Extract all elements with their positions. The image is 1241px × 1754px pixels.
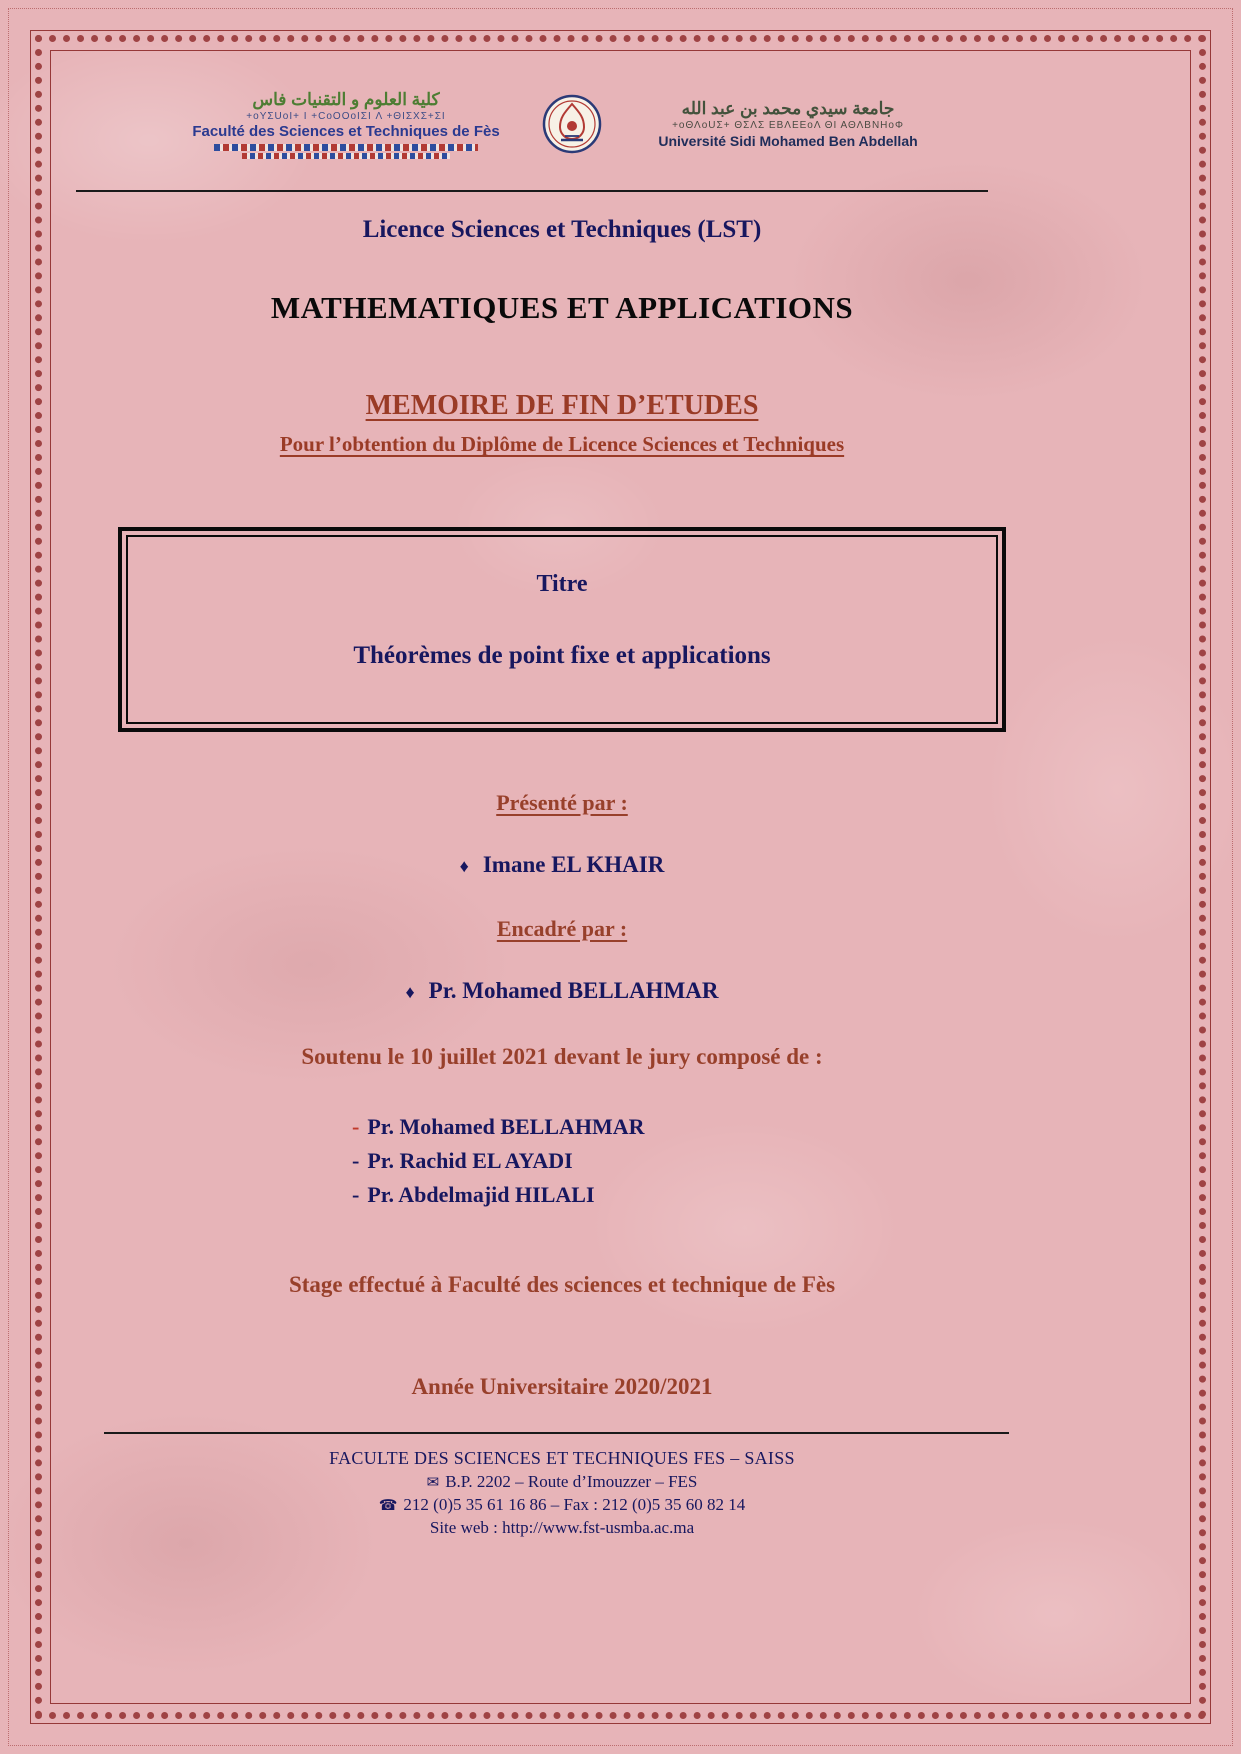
footer (62, 1448, 1062, 1538)
header-divider (76, 190, 988, 192)
faculty-french-name: Faculté des Sciences et Techniques de Fès (192, 122, 500, 140)
university-emblem-icon (540, 74, 604, 174)
footer-divider (104, 1432, 1009, 1434)
jury-member-name: Pr. Mohamed BELLAHMAR (367, 1114, 645, 1139)
header (62, 72, 1062, 176)
department-title: MATHEMATIQUES ET APPLICATIONS (270, 290, 854, 325)
faculty-logo-ornament-strip-2 (242, 153, 450, 159)
jury-member (352, 1110, 772, 1144)
jury-dash: - (352, 1182, 360, 1208)
supervisor-name: Pr. Mohamed BELLAHMAR (428, 978, 719, 1003)
faculty-arabic-name: كلية العلوم و التقنيات فاس (252, 89, 440, 109)
footer-address-row (62, 1472, 1062, 1492)
title-box-label: Titre (536, 571, 588, 597)
footer-website-label: Site web : (429, 1518, 503, 1538)
memoir-title: MEMOIRE DE FIN D’ETUDES (365, 390, 759, 421)
content-area (62, 0, 1062, 1538)
thesis-title: Théorèmes de point fixe et applications (353, 642, 771, 669)
defense-intro: Soutenu le 10 juillet 2021 devant le jury composé de : (301, 1044, 823, 1069)
supervised-by-heading: Encadré par : (496, 916, 628, 941)
jury-member-name: Pr. Abdelmajid HILALI (367, 1182, 595, 1208)
university-tifinagh-name: +oΘΛoUΣ+ ΘΣΛΣ ΕΒΛΕΕoΛ ΘΙ ΑΘΛΒΝΗoΦ (672, 120, 904, 131)
footer-website-link[interactable]: http://www.fst-usmba.ac.ma (502, 1518, 695, 1538)
supervisor-name-row (62, 978, 1062, 1004)
footer-institution: FACULTE DES SCIENCES ET TECHNIQUES FES – SAISS (329, 1448, 795, 1469)
mail-icon: ✉ (426, 1475, 440, 1492)
jury-member (352, 1178, 772, 1212)
footer-website-row (62, 1518, 1062, 1538)
student-name-row (62, 852, 1062, 878)
footer-address: B.P. 2202 – Route d’Imouzzer – FES (445, 1472, 698, 1492)
internship-location: Stage effectué à Faculté des sciences et technique de Fès (288, 1272, 836, 1298)
jury-list (352, 1110, 772, 1212)
jury-dash: - (352, 1148, 360, 1174)
footer-phone: 212 (0)5 35 61 16 86 – Fax : 212 (0)5 35 60 82 14 (403, 1495, 746, 1515)
phone-icon: ☎ (378, 1498, 398, 1515)
student-name: Imane EL KHAIR (482, 852, 665, 877)
presented-by-heading: Présenté par : (496, 790, 628, 815)
university-french-name: Université Sidi Mohamed Ben Abdellah (658, 133, 918, 149)
jury-dash: - (352, 1114, 360, 1139)
footer-phone-row (62, 1495, 1062, 1515)
diamond-bullet-icon: ♦ (405, 982, 415, 1002)
thesis-title-box (118, 527, 1006, 732)
jury-member-name: Pr. Rachid EL AYADI (367, 1148, 573, 1174)
university-logo (638, 99, 938, 149)
diamond-bullet-icon: ♦ (459, 856, 469, 876)
memoir-subtitle: Pour l’obtention du Diplôme de Licence Sciences et Techniques (279, 432, 845, 456)
university-arabic-name: جامعة سيدي محمد بن عبد الله (681, 99, 895, 118)
program-title: Licence Sciences et Techniques (LST) (362, 216, 762, 243)
faculty-logo (186, 90, 506, 159)
jury-member (352, 1144, 772, 1178)
thesis-title-box-inner (126, 535, 998, 724)
academic-year: Année Universitaire 2020/2021 (411, 1374, 713, 1400)
faculty-tifinagh-name: +oYΣUoI+ I +CoOOoIΣI Λ +ΘIΣXΣ+ΣI (246, 110, 446, 122)
faculty-logo-ornament-strip (214, 144, 478, 151)
